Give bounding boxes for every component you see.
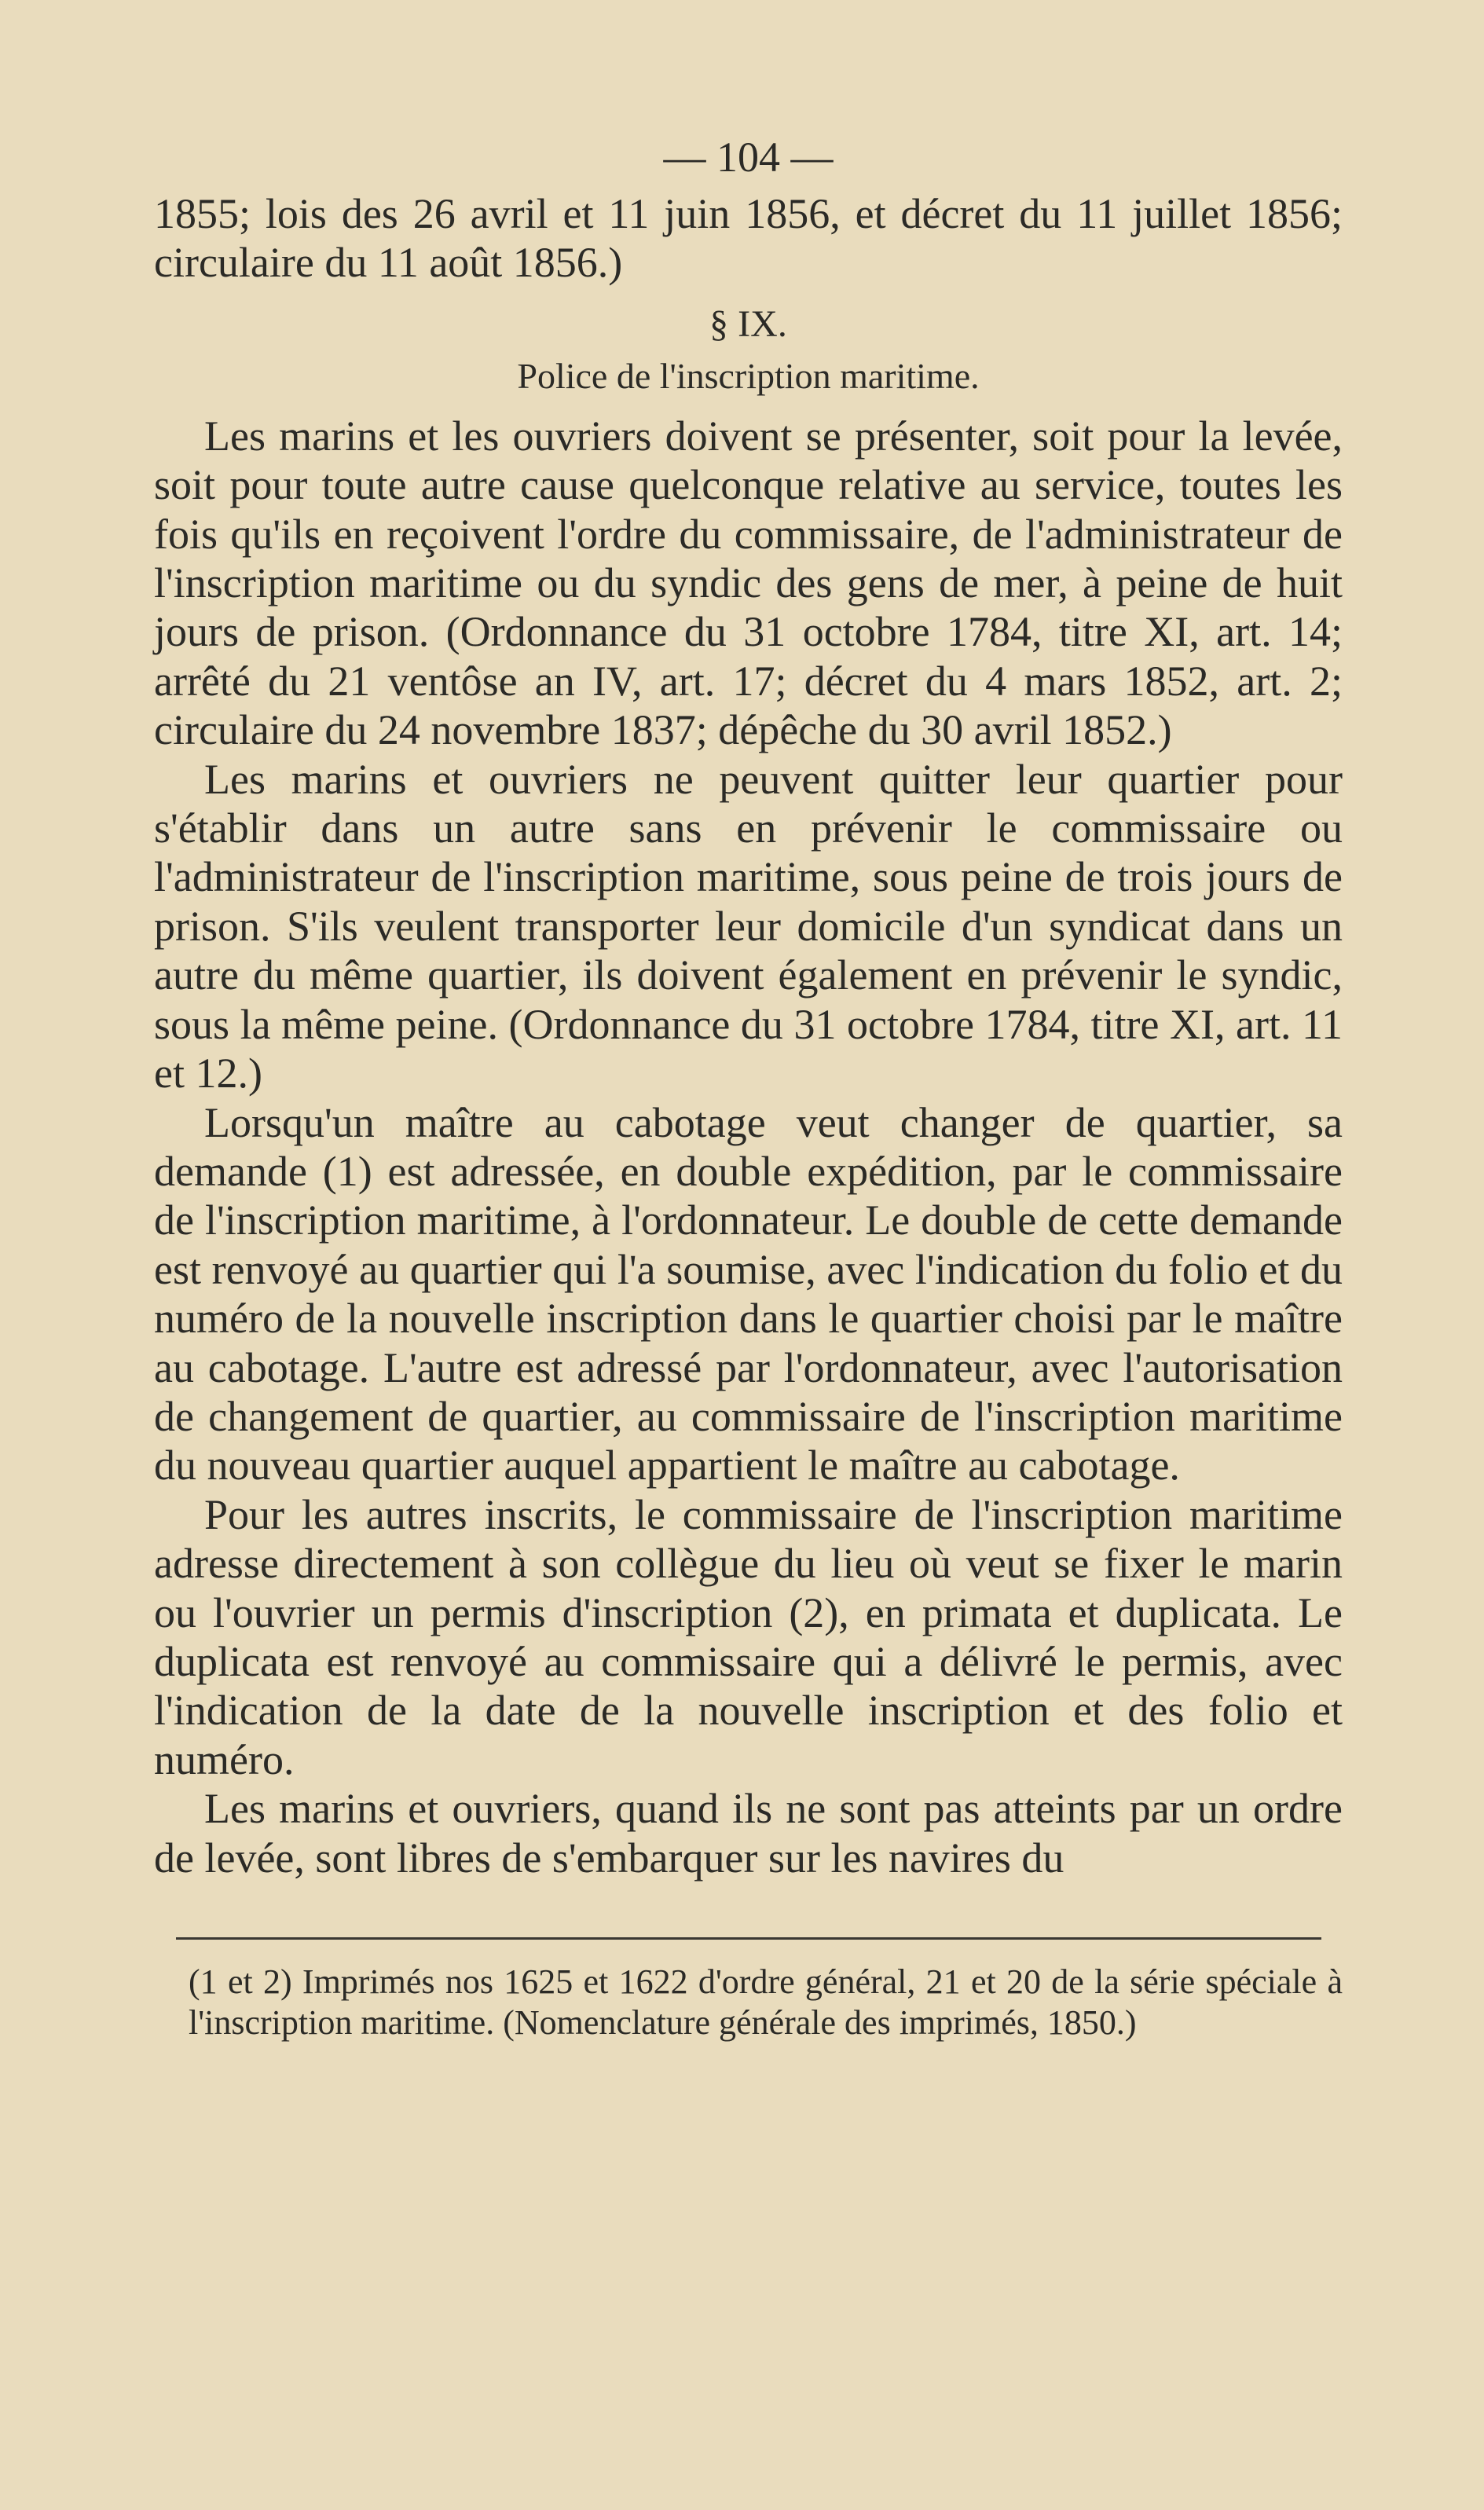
- section-number: § IX.: [709, 302, 787, 345]
- paragraph: Pour les autres inscrits, le commissaire de l'inscription maritime adresse directement à son collègue du lieu où veut se fixer le marin ou l'ouvrier un permis d'inscription (2), en primata et duplicata. Le duplicata est renvoyé au commissaire qui a délivré le permis, avec l'indication de la date de la nouvelle inscription et des folio et numéro.: [154, 1490, 1343, 1783]
- section-title: Police de l'inscription maritime.: [517, 355, 980, 396]
- footnote-divider: [176, 1937, 1321, 1940]
- text-block: [154, 130, 1343, 2043]
- paragraph: Les marins et les ouvriers doivent se présenter, soit pour la levée, soit pour toute autre cause quelconque relative au service, toutes les fois qu'ils en reçoivent l'ordre du commissaire, de l'administrateur de l'inscription maritime ou du syndic des gens de mer, à peine de huit jours de prison. (Ordonnance du 31 octobre 1784, titre XI, art. 14; arrêté du 21 ventôse an IV, art. 17; décret du 4 mars 1852, art. 2; circulaire du 24 novembre 1837; dépêche du 30 avril 1852.): [154, 412, 1343, 754]
- page-number: — 104 —: [663, 134, 834, 181]
- intro-paragraph: 1855; lois des 26 avril et 11 juin 1856, et décret du 11 juillet 1856; circulaire du 11 août 1856.): [154, 190, 1343, 287]
- paragraph: Lorsqu'un maître au cabotage veut changer de quartier, sa demande (1) est adressée, en double expédition, par le commissaire de l'inscription maritime, à l'ordonnateur. Le double de cette demande est renvoyé au quartier qui l'a soumise, avec l'indication du folio et du numéro de la nouvelle inscription dans le quartier choisi par le maître au cabotage. L'autre est adressé par l'ordonnateur, avec l'autorisation de changement de quartier, au commissaire de l'inscription maritime du nouveau quartier auquel appartient le maître au cabotage.: [154, 1098, 1343, 1490]
- paragraph: Les marins et ouvriers, quand ils ne sont pas atteints par un ordre de levée, sont libres de s'embarquer sur les navires du: [154, 1785, 1343, 1882]
- footnote: (1 et 2) Imprimés nos 1625 et 1622 d'ordre général, 21 et 20 de la série spéciale à l'inscription maritime. (Nomenclature générale des imprimés, 1850.): [189, 1962, 1343, 2042]
- paragraph: Les marins et ouvriers ne peuvent quitter leur quartier pour s'établir dans un autre sans en prévenir le commissaire ou l'administrateur de l'inscription maritime, sous peine de trois jours de prison. S'ils veulent transporter leur domicile d'un syndicat dans un autre du même quartier, ils doivent également en prévenir le syndic, sous la même peine. (Ordonnance du 31 octobre 1784, titre XI, art. 11 et 12.): [154, 755, 1343, 1097]
